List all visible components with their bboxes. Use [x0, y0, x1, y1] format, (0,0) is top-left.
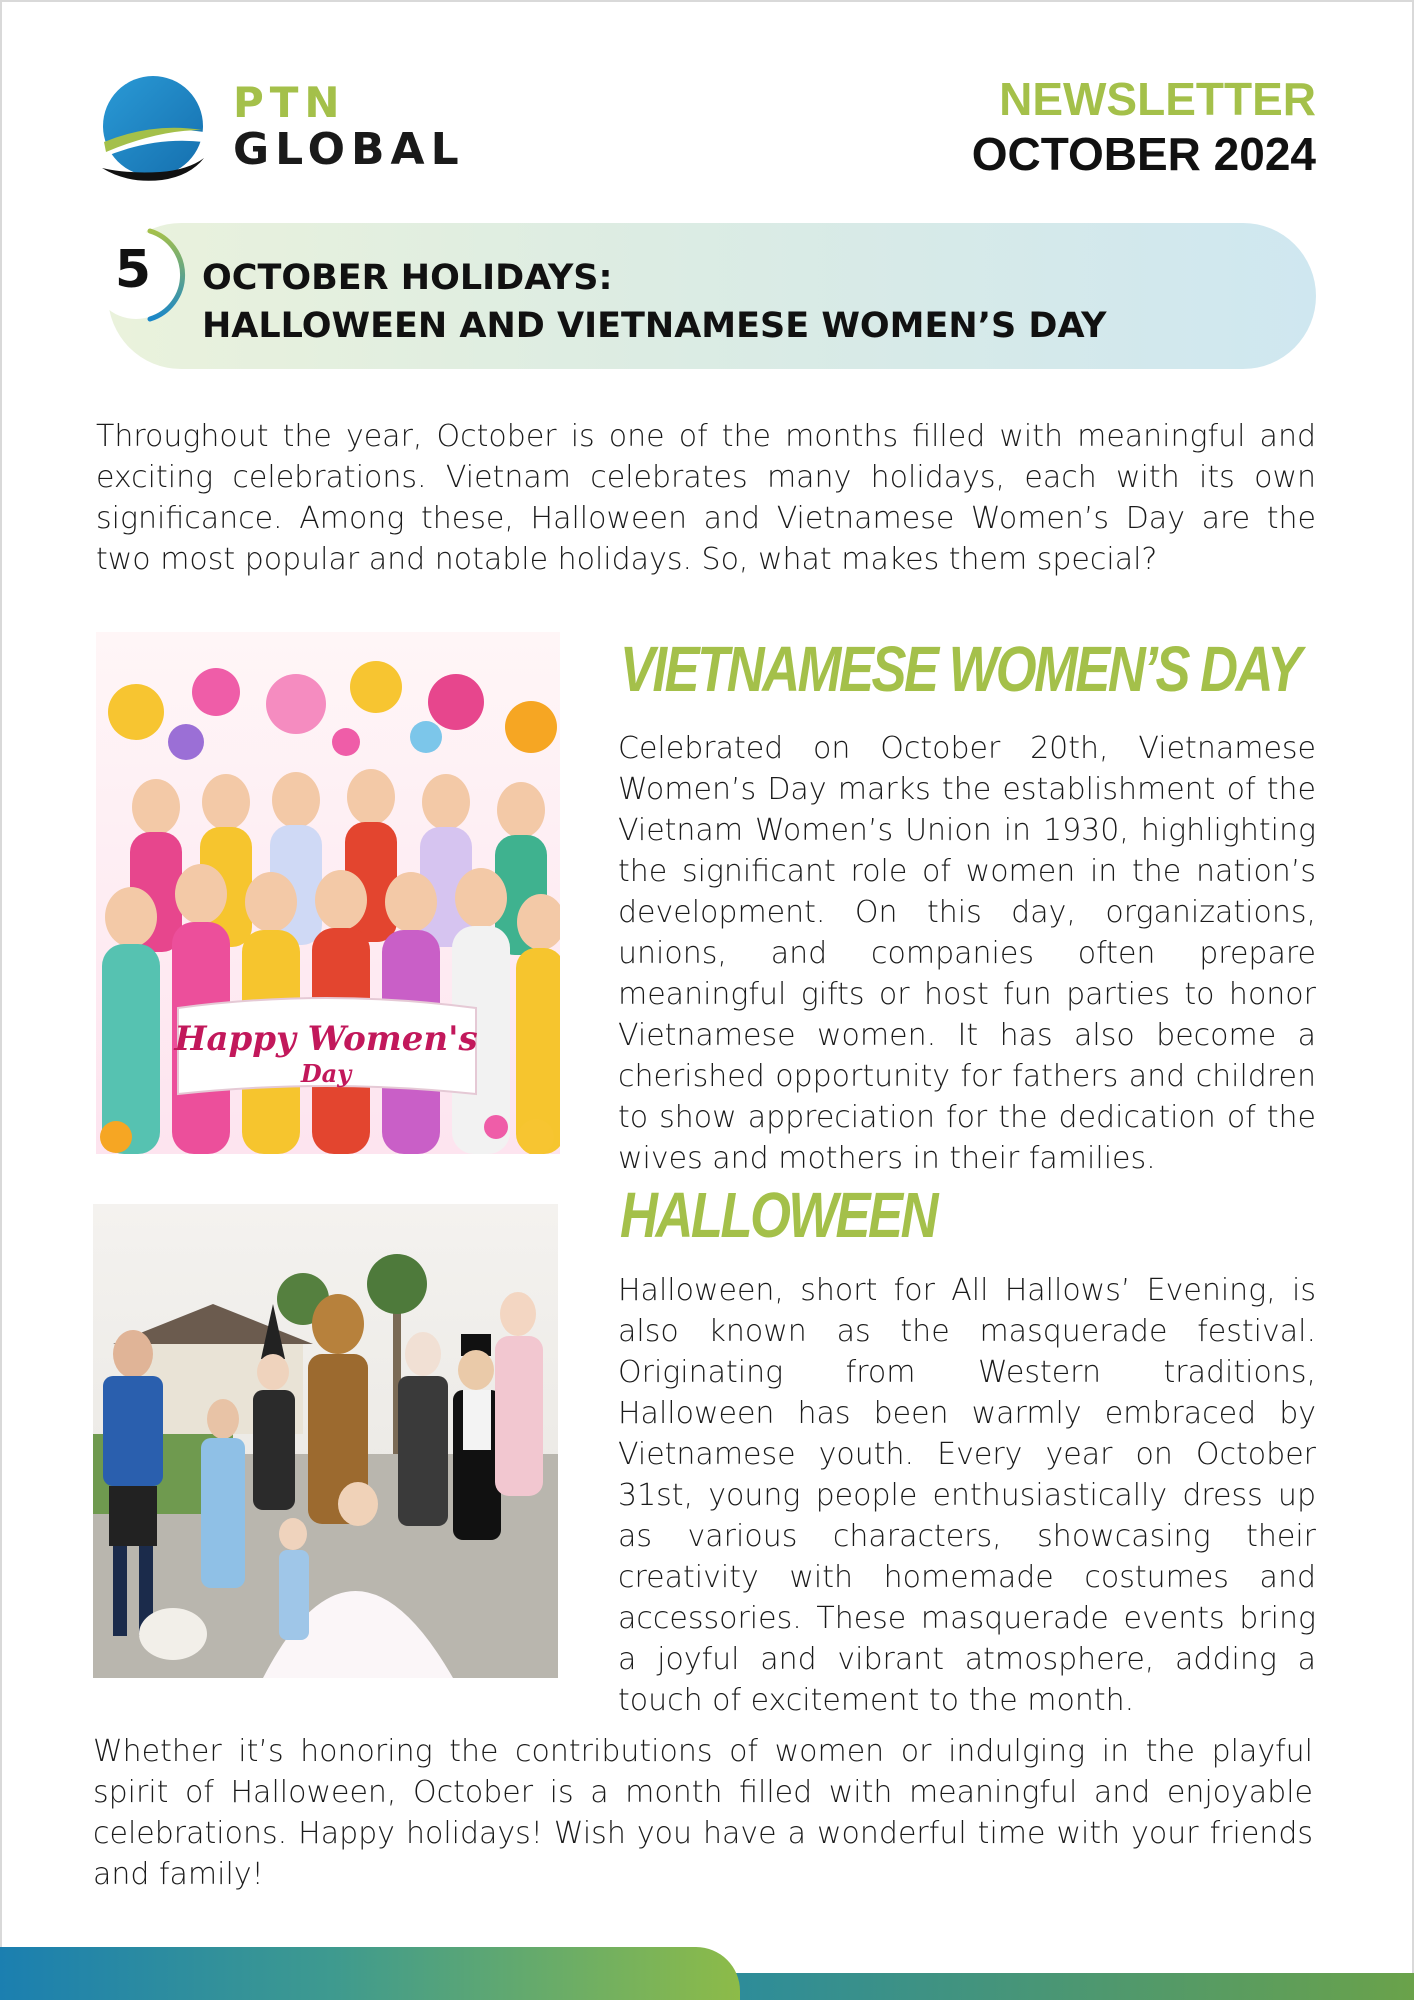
newsletter-label: NEWSLETTER [999, 73, 1316, 125]
issue-date: OCTOBER 2024 [971, 128, 1316, 180]
ptn-global-logo-icon [98, 72, 208, 190]
brand-line-global: GLOBAL [233, 124, 465, 175]
section-title [202, 254, 1302, 350]
halloween-title: HALLOWEEN [620, 1179, 937, 1251]
womens-day-illustration-art [96, 632, 560, 1154]
womens-day-paragraph: Celebrated on October 20th, Vietnamese Women’s Day marks the establishment of the Vietnam Women’s Union in 1930, highlighting the significant role of women in the nation’s development. On this day, organizations, unions, and companies often prepare meaningful gifts or host fun parties to honor Vietnamese women. It has also become a cherished opportunity for fathers and children to show appreciation for the dedication of the wives and mothers in their families. [618, 731, 1316, 1176]
footer-bar-left [0, 1947, 740, 2000]
halloween-paragraph: Halloween, short for All Hallows’ Evening, is also known as the masquerade festival. Originating from Western traditions, Halloween has been warmly embraced by Vietnamese youth. Every year on October 31st, young people enthusiastically dress up as various characters, showcasing their creativity with homemade costumes and accessories. These masquerade events bring a joyful and vibrant atmosphere, adding a touch of excitement to the month. [618, 1273, 1316, 1718]
section-title-line2: HALLOWEEN AND VIETNAMESE WOMEN’S DAY [202, 306, 1107, 346]
brand-name [233, 80, 465, 174]
womens-day-banner-line2: Day [300, 1059, 352, 1088]
intro-paragraph: Throughout the year, October is one of the months filled with meaningful and exciting celebrations. Vietnam celebrates many holidays, each with its own significance. Among these, Halloween and Vietnamese Women’s Day are the two most popular and notable holidays. So, what makes them special? [96, 419, 1316, 577]
womens-day-illustration [96, 632, 560, 1154]
footer-bar-right [700, 1973, 1414, 2000]
section-title-line1: OCTOBER HOLIDAYS: [202, 258, 613, 298]
section-number: 5 [114, 240, 152, 300]
womens-day-title: VIETNAMESE WOMEN’S DAY [620, 633, 1300, 705]
womens-day-banner-line1: Happy Women's [174, 1019, 478, 1059]
halloween-photo [93, 1204, 558, 1678]
brand-line-ptn: PTN [233, 78, 346, 127]
halloween-photo-art [93, 1204, 558, 1678]
closing-paragraph: Whether it’s honoring the contributions of women or indulging in the playful spirit of Halloween, October is a month filled with meaningful and enjoyable celebrations. Happy holidays! Wish you have a wonderful time with your friends and family! [93, 1734, 1313, 1892]
newsletter-heading [972, 72, 1316, 182]
